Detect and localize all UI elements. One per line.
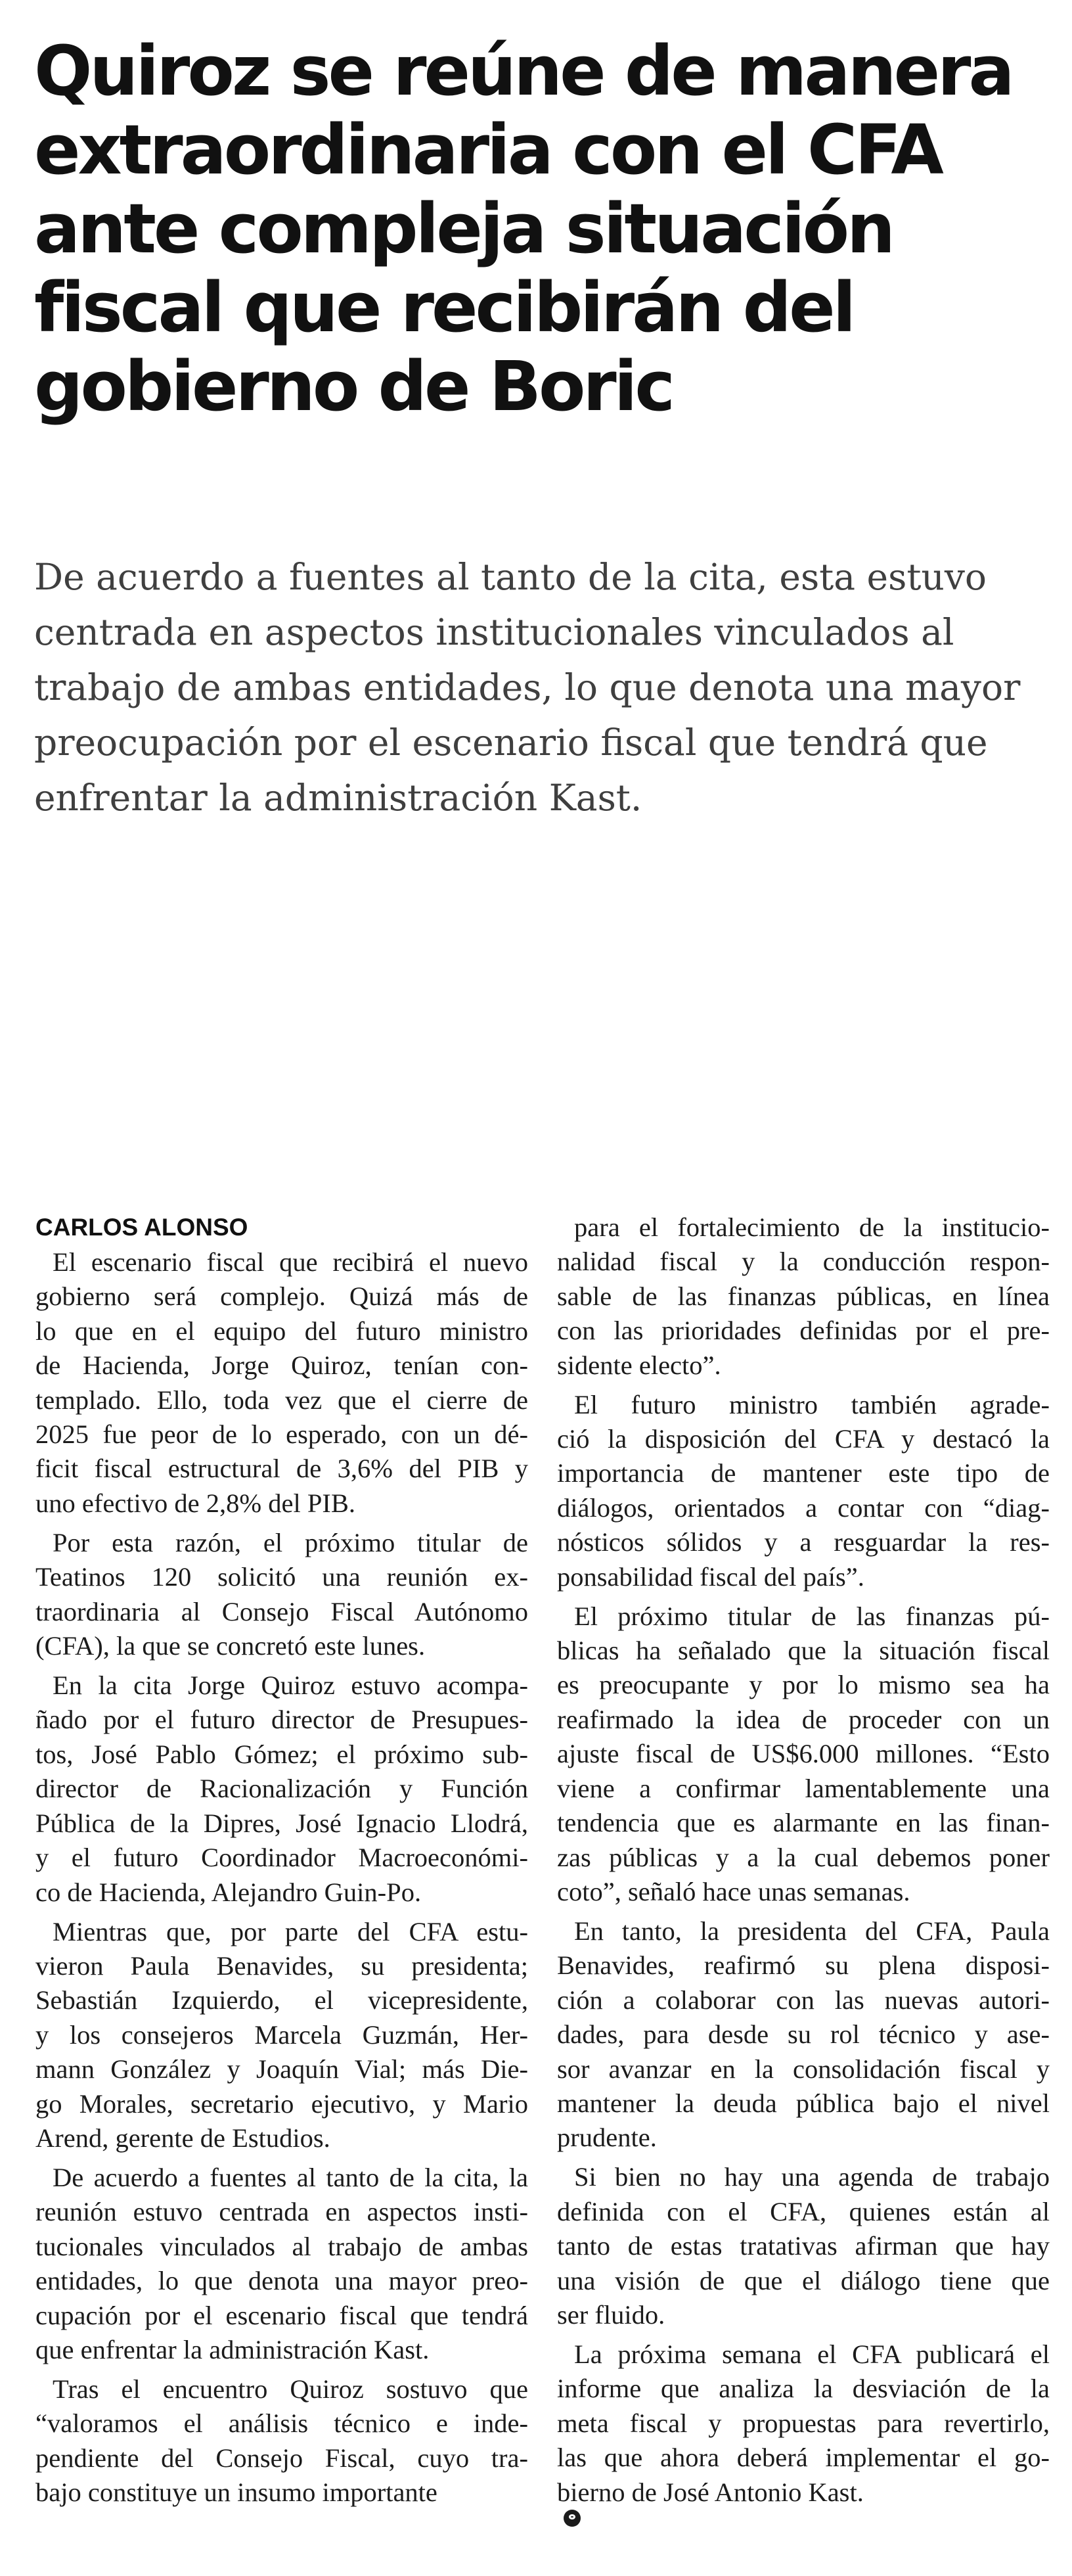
paragraph-line: uno efectivo de 2,8% del PIB. (35, 1488, 356, 1518)
paragraph-line: dades, para desde su rol técnico y ase- (557, 2019, 1050, 2050)
paragraph-line: lo que en el equipo del futuro ministro (35, 1316, 528, 1346)
paragraph-line: mantener la deuda pública bajo el nivel (557, 2088, 1050, 2118)
paragraph-line: En la cita Jorge Quiroz estuvo acompa- (53, 1670, 528, 1701)
paragraph-line: y el futuro Coordinador Macroeconómi- (35, 1843, 528, 1873)
paragraph (557, 1914, 1050, 2155)
paragraph-line: Por esta razón, el próximo titular de (53, 1527, 528, 1557)
paragraph-line: nósticos sólidos y a resguardar la res- (557, 1527, 1050, 1557)
paragraph-line: Pública de la Dipres, José Ignacio Llodrá, (35, 1808, 528, 1838)
paragraph-line: mann González y Joaquín Vial; más Die- (35, 2054, 528, 2084)
paragraph-line: ñado por el futuro director de Presupues- (35, 1705, 528, 1735)
paragraph-line: diálogos, orientados a contar con “diag- (557, 1492, 1050, 1523)
paragraph-line: para el fortalecimiento de la institucio- (574, 1212, 1050, 1242)
paragraph-line: vieron Paula Benavides, su presidenta; (35, 1950, 528, 1981)
paragraph-line: sor avanzar en la consolidación fiscal y (557, 2054, 1050, 2084)
paragraph-line: Si bien no hay una agenda de trabajo (574, 2162, 1050, 2192)
paragraph-line: 2025 fue peor de lo esperado, con un dé- (35, 1419, 528, 1450)
paragraph-line: bierno de José Antonio Kast. (557, 2475, 1050, 2527)
paragraph-line: El futuro ministro también agrade- (574, 1389, 1050, 1419)
paragraph-line: zas públicas y a la cual debemos poner (557, 1842, 1050, 1872)
headline-line: gobierno de Boric (34, 346, 673, 426)
paragraph-line: La próxima semana el CFA publicará el (574, 2339, 1050, 2369)
paragraph-line: El escenario fiscal que recibirá el nuevo (53, 1247, 528, 1277)
paragraph-line: tos, José Pablo Gómez; el próximo sub- (35, 1739, 528, 1769)
paragraph-line: definida con el CFA, quienes están al (557, 2196, 1050, 2226)
deck-line: enfrentar la administración Kast. (34, 777, 642, 819)
paragraph (557, 2337, 1050, 2527)
paragraph-line: templado. Ello, toda vez que el cierre de (35, 1385, 528, 1415)
deck-line: centrada en aspectos institucionales vinculados al (34, 611, 954, 653)
paragraph-line: bajo constituye un insumo importante (35, 2477, 437, 2508)
paragraph (35, 1245, 528, 1521)
paragraph-line: gobierno será complejo. Quizá más de (35, 1281, 528, 1312)
paragraph-line: Arend, gerente de Estudios. (35, 2123, 330, 2153)
paragraph (557, 1599, 1050, 1910)
paragraph-line: ser fluido. (557, 2299, 665, 2330)
paragraph-line: ficit fiscal estructural de 3,6% del PIB y (35, 1454, 528, 1484)
paragraph-line: con las prioridades definidas por el pre- (557, 1316, 1050, 1346)
paragraph-line: tucionales vinculados al trabajo de ambas (35, 2231, 528, 2261)
paragraph-line: ción a colaborar con las nuevas autori- (557, 1985, 1050, 2015)
publication-logo-icon (564, 2510, 581, 2527)
paragraph-line: una visión de que el diálogo tiene que (557, 2265, 1050, 2295)
paragraph (35, 1668, 528, 1910)
right-column-body (557, 1210, 1050, 2527)
byline: CARLOS ALONSO (35, 1214, 248, 1241)
paragraph-line: tendencia que es alarmante en las finan- (557, 1808, 1050, 1838)
paragraph-line: ció la disposición del CFA y destacó la (557, 1424, 1050, 1454)
deck-line: trabajo de ambas entidades, lo que denota una mayor (34, 666, 1021, 708)
paragraph-line: que enfrentar la administración Kast. (35, 2334, 430, 2364)
paragraph-line: prudente. (557, 2123, 657, 2153)
deck-line: De acuerdo a fuentes al tanto de la cita, esta estuvo (34, 556, 987, 598)
paragraph-line: es preocupante y por lo mismo sea ha (557, 1670, 1050, 1700)
paragraph-line: reafirmado la idea de proceder con un (557, 1704, 1050, 1734)
paragraph-line: sable de las finanzas públicas, en línea (557, 1281, 1050, 1311)
paragraph (35, 2161, 528, 2367)
paragraph-line: ponsabilidad fiscal del país”. (557, 1561, 864, 1592)
headline-line: fiscal que recibirán del (34, 267, 854, 348)
paragraph-line: las que ahora deberá implementar el go- (557, 2443, 1050, 2473)
paragraph (557, 2160, 1050, 2332)
paragraph (35, 1915, 528, 2156)
paragraph (35, 1526, 528, 1664)
paragraph-line: traordinaria al Consejo Fiscal Autónomo (35, 1596, 528, 1626)
paragraph-line: director de Racionalización y Función (35, 1774, 528, 1804)
paragraph-line: go Morales, secretario ejecutivo, y Mario (35, 2088, 528, 2119)
deck (34, 549, 1046, 825)
paragraph-line: cupación por el escenario fiscal que tendrá (35, 2300, 528, 2330)
paragraph-line: tanto de estas tratativas afirman que hay (557, 2231, 1050, 2261)
right-column (557, 1210, 1050, 2532)
paragraph-line: pendiente del Consejo Fiscal, cuyo tra- (35, 2443, 528, 2473)
paragraph-line: El próximo titular de las finanzas pú- (574, 1601, 1050, 1631)
headline (34, 32, 1046, 426)
paragraph-line: ajuste fiscal de US$6.000 millones. “Esto (557, 1739, 1050, 1769)
paragraph (557, 1210, 1050, 1383)
paragraph-line: importancia de mantener este tipo de (557, 1458, 1050, 1488)
headline-line: Quiroz se reúne de manera (34, 31, 1012, 111)
paragraph-line: y los consejeros Marcela Guzmán, Her- (35, 2019, 528, 2050)
paragraph-line: coto”, señaló hace unas semanas. (557, 1876, 910, 1906)
paragraph-line: nalidad fiscal y la conducción respon- (557, 1247, 1050, 1277)
paragraph-line: entidades, lo que denota una mayor preo- (35, 2266, 528, 2296)
paragraph-line: (CFA), la que se concretó este lunes. (35, 1631, 426, 1661)
paragraph-line: Mientras que, por parte del CFA estu- (53, 1916, 528, 1946)
paragraph-line: Benavides, reafirmó su plena disposi- (557, 1950, 1050, 1981)
headline-line: ante compleja situación (34, 189, 893, 269)
paragraph-line: Teatinos 120 solicitó una reunión ex- (35, 1562, 528, 1592)
paragraph-line: Sebastián Izquierdo, el vicepresidente, (35, 1985, 528, 2015)
left-column (35, 1210, 528, 2515)
deck-line: preocupación por el escenario fiscal que tendrá que (34, 722, 988, 764)
paragraph (35, 2372, 528, 2510)
paragraph-line: de Hacienda, Jorge Quiroz, tenían con- (35, 1350, 528, 1381)
paragraph-line: blicas ha señalado que la situación fiscal (557, 1636, 1050, 1666)
paragraph-line: sidente electo”. (557, 1350, 721, 1380)
paragraph (557, 1388, 1050, 1594)
left-column-body (35, 1245, 528, 2510)
paragraph-line: Tras el encuentro Quiroz sostuvo que (53, 2374, 528, 2404)
paragraph-line: viene a confirmar lamentablemente una (557, 1773, 1050, 1803)
paragraph-line: De acuerdo a fuentes al tanto de la cita, la (53, 2162, 528, 2192)
paragraph-line: En tanto, la presidenta del CFA, Paula (574, 1916, 1050, 1946)
headline-line: extraordinaria con el CFA (34, 110, 941, 190)
paragraph-line: “valoramos el análisis técnico e inde- (35, 2408, 528, 2439)
paragraph-line: informe que analiza la desviación de la (557, 2374, 1050, 2404)
paragraph-line: reunión estuvo centrada en aspectos insti- (35, 2197, 528, 2227)
paragraph-line: co de Hacienda, Alejandro Guin-Po. (35, 1877, 422, 1907)
paragraph-line: meta fiscal y propuestas para revertirlo, (557, 2408, 1050, 2438)
